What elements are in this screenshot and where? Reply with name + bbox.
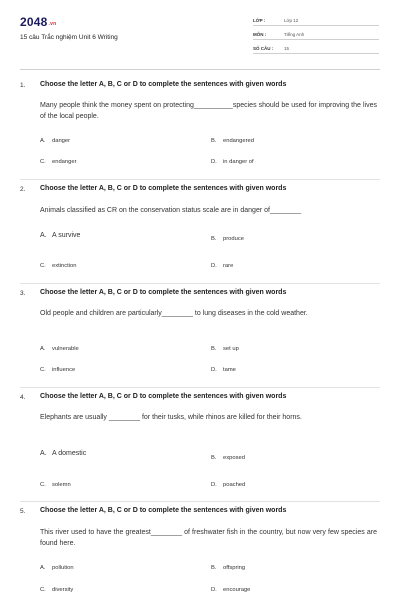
- question-instruction: Choose the letter A, B, C or D to complete the sentences with given words: [40, 289, 287, 296]
- document-title: 15 câu Trắc nghiệm Unit 6 Writing: [20, 34, 118, 41]
- question-instruction: Choose the letter A, B, C or D to complete the sentences with given words: [40, 507, 287, 514]
- header-divider: [20, 69, 380, 70]
- meta-subject-label: MÔN :: [253, 32, 267, 37]
- question-instruction: Choose the letter A, B, C or D to complete the sentences with given words: [40, 81, 287, 88]
- option-b[interactable]: B. produce: [211, 236, 244, 242]
- logo-suffix: .vn: [48, 21, 57, 27]
- meta-count-value: 15: [284, 46, 290, 51]
- question-number: 5.: [20, 508, 26, 515]
- question-divider: [20, 387, 380, 388]
- question-instruction: Choose the letter A, B, C or D to complete the sentences with given words: [40, 393, 287, 400]
- meta-count: [253, 44, 379, 54]
- question-number: 2.: [20, 186, 26, 193]
- question-number: 4.: [20, 394, 26, 401]
- meta-subject: [253, 30, 379, 40]
- meta-class-value: Lớp 12: [284, 18, 299, 23]
- option-a[interactable]: A. pollution: [40, 565, 74, 571]
- option-a[interactable]: A. vulnerable: [40, 346, 79, 352]
- question-2: [20, 184, 380, 284]
- option-d[interactable]: D. in danger of: [211, 159, 254, 165]
- page-header: [0, 0, 400, 75]
- question-stem: Elephants are usually ________ for their tusks, while rhinos are killed for their horns.: [40, 414, 302, 421]
- question-divider: [20, 501, 380, 502]
- option-d[interactable]: D. tame: [211, 367, 236, 373]
- option-c[interactable]: C. solemn: [40, 482, 71, 488]
- meta-class: [253, 16, 379, 26]
- option-d[interactable]: D. encourage: [211, 587, 251, 593]
- option-c[interactable]: C. influence: [40, 367, 76, 373]
- option-b[interactable]: B. offspring: [211, 565, 246, 571]
- logo[interactable]: [20, 15, 56, 29]
- option-a[interactable]: A. A domestic: [40, 450, 87, 457]
- meta-subject-value: Tiếng Anh: [284, 32, 305, 37]
- logo-main: 2048: [20, 15, 48, 29]
- question-1: [20, 80, 380, 180]
- option-a[interactable]: A. danger: [40, 138, 71, 144]
- question-divider: [20, 179, 380, 180]
- option-d[interactable]: D. poached: [211, 482, 246, 488]
- question-instruction: Choose the letter A, B, C or D to complete the sentences with given words: [40, 185, 287, 192]
- question-divider: [20, 283, 380, 284]
- question-4: [20, 392, 380, 497]
- question-stem: Animals classified as CR on the conservation status scale are in danger of________: [40, 207, 302, 214]
- option-d[interactable]: D. rare: [211, 263, 234, 269]
- question-3: [20, 288, 380, 388]
- question-stem: Many people think the money spent on protecting__________species should be used for improving the lives of the local people.: [40, 102, 377, 120]
- option-b[interactable]: B. set up: [211, 346, 239, 352]
- question-stem: This river used to have the greatest________ of freshwater fish in the country, but now very few species are found here.: [40, 529, 377, 547]
- question-number: 3.: [20, 290, 26, 297]
- option-b[interactable]: B. exposed: [211, 455, 245, 461]
- question-number: 1.: [20, 82, 26, 89]
- option-c[interactable]: C. extinction: [40, 263, 77, 269]
- meta-class-label: LỚP :: [253, 18, 266, 23]
- meta-count-label: SỐ CÂU :: [253, 46, 274, 51]
- option-b[interactable]: B. endangered: [211, 138, 254, 144]
- option-c[interactable]: C. endanger: [40, 159, 77, 165]
- option-c[interactable]: C. diversity: [40, 587, 74, 593]
- option-a[interactable]: A. A survive: [40, 232, 81, 239]
- question-stem: Old people and children are particularly________ to lung diseases in the cold weather.: [40, 310, 308, 317]
- question-5: [20, 506, 380, 600]
